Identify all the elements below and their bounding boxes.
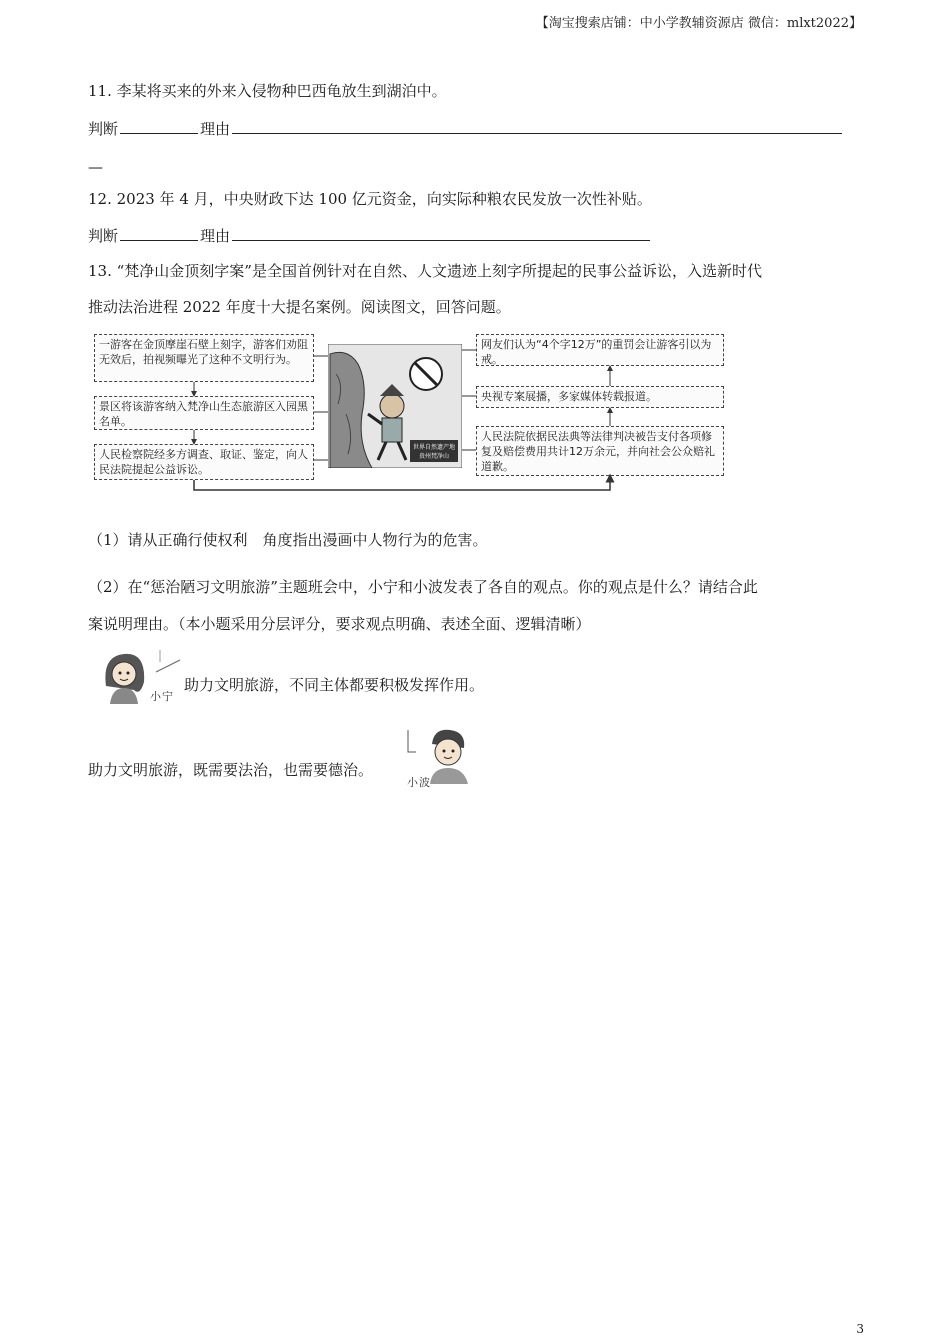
question-12: 12. 2023 年 4 月，中央财政下达 100 亿元资金，向实际种粮农民发放一次性补贴。	[88, 190, 652, 208]
sign-line-1: 世界自然遗产地	[412, 444, 456, 451]
q11-reason-blank	[232, 117, 842, 134]
sub-question-2-line1: （2）在“惩治陋习文明旅游”主题班会中，小宁和小波发表了各自的观点。你的观点是什么？请结合此	[88, 578, 758, 596]
xiaobo-name: 小波	[407, 776, 431, 789]
q11-judge-blank	[120, 117, 198, 134]
flow-connectors	[90, 330, 730, 496]
xiaobo-speech: 助力文明旅游，既需要法治，也需要德治。	[88, 761, 374, 779]
sub-question-2-line2: 案说明理由。（本小题采用分层评分，要求观点明确、表述全面、逻辑清晰）	[88, 615, 591, 633]
question-13-line2: 推动法治进程 2022 年度十大提名案例。阅读图文，回答问题。	[88, 298, 511, 316]
q12-answer-line	[88, 224, 652, 246]
flow-box-left-2: 景区将该游客纳入梵净山生态旅游区入园黑名单。	[94, 396, 314, 430]
flow-box-right-3: 人民法院依据民法典等法律判决被告支付各项修复及赔偿费用共计12万余元，并向社会公众赔礼道歉。	[476, 426, 724, 476]
q12-judge-blank	[120, 224, 198, 241]
flow-box-left-3: 人民检察院经多方调查、取证、鉴定，向人民法院提起公益诉讼。	[94, 444, 314, 480]
q11-reason-label: 理由	[200, 120, 231, 138]
q12-judge-label: 判断	[88, 227, 119, 245]
q12-reason-label: 理由	[200, 227, 231, 245]
page-header: 【淘宝搜索店铺：中小学教辅资源店 微信：mlxt2022】	[535, 16, 862, 31]
q11-answer-line	[88, 117, 844, 139]
question-13-line1: 13. “梵净山金顶刻字案”是全国首例针对在自然、人文遗迹上刻字所提起的民事公益诉讼，入选新时代	[88, 262, 762, 280]
flow-box-right-2: 央视专案展播，多家媒体转载报道。	[476, 386, 724, 408]
sub-question-1: （1）请从正确行使权利 角度指出漫画中人物行为的危害。	[88, 531, 488, 549]
case-flow-figure	[90, 330, 730, 496]
flow-box-right-1: 网友们认为“4个字12万”的重罚会让游客引以为戒。	[476, 334, 724, 366]
q12-reason-blank	[232, 224, 650, 241]
q11-tail: —	[88, 158, 103, 176]
flow-box-left-1: 一游客在金顶摩崖石壁上刻字，游客们劝阻无效后，拍视频曝光了这种不文明行为。	[94, 334, 314, 382]
xiaoning-speech: 助力文明旅游，不同主体都要积极发挥作用。	[184, 676, 485, 694]
page-number: 3	[856, 1322, 864, 1336]
xiaoning-name: 小宁	[150, 690, 174, 703]
q11-judge-label: 判断	[88, 120, 119, 138]
question-11: 11. 李某将买来的外来入侵物种巴西龟放生到湖泊中。	[88, 82, 447, 100]
sign-line-2: 贵州梵净山	[418, 453, 450, 460]
